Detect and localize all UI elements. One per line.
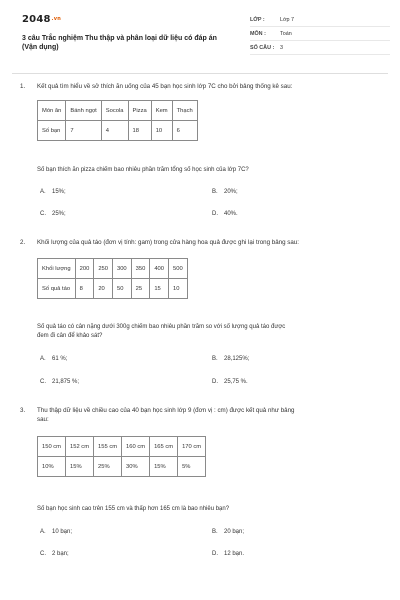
meta-value-count: 3 [280, 45, 283, 51]
meta-label-subject: MÔN : [250, 31, 266, 37]
table-cell: 30% [122, 457, 150, 477]
prompt-line-1: Số quả táo có cân nặng dưới 300g chiếm bao nhiêu phần trăm so với số lượng quả táo được [37, 324, 286, 330]
table-cell: 10 [151, 121, 172, 141]
table-cell: 6 [172, 121, 197, 141]
option-a[interactable] [40, 189, 66, 195]
site-logo[interactable] [22, 14, 61, 25]
logo-suffix: .vn [51, 16, 61, 22]
option-text: 15%; [52, 189, 66, 195]
option-text: 20 bạn; [224, 529, 245, 535]
option-c[interactable] [40, 379, 79, 385]
option-b[interactable] [212, 529, 244, 535]
table-cell: Socola [101, 101, 128, 121]
page-title [22, 34, 242, 52]
option-text: 25%; [52, 211, 66, 217]
table-cell: 5% [178, 457, 206, 477]
question-text-line-1: Thu thập dữ liệu về chiều cao của 40 bạn học sinh lớp 9 (đơn vị : cm) được kết quả như bảng [37, 407, 295, 414]
table-cell: Bánh ngọt [66, 101, 101, 121]
meta-value-subject: Toán [280, 31, 292, 37]
table-cell: 155 cm [94, 437, 122, 457]
table-cell: 10 [169, 279, 188, 299]
question-text: Kết quả tìm hiểu về sở thích ăn uống của 45 bạn học sinh lớp 7C cho bởi bảng thống kê sau: [37, 83, 293, 90]
table-cell: Khối lượng [38, 259, 76, 279]
table-cell: 15% [150, 457, 178, 477]
question-number: 1. [20, 83, 26, 90]
option-text: 40%. [224, 211, 238, 217]
option-letter: D. [212, 379, 218, 385]
question-text [37, 406, 382, 424]
table-cell: 25 [131, 279, 150, 299]
question-3-table [37, 436, 206, 477]
table-cell: 10% [38, 457, 66, 477]
meta-class [250, 14, 390, 27]
option-text: 61 %; [52, 356, 68, 362]
table-row [38, 457, 206, 477]
option-letter: C. [40, 551, 46, 557]
table-cell: 50 [112, 279, 131, 299]
meta-label-class: LỚP : [250, 17, 265, 23]
question-1-prompt: Số bạn thích ăn pizza chiếm bao nhiêu phần trăm tổng số học sinh của lớp 7C? [37, 167, 249, 173]
option-d[interactable] [212, 211, 238, 217]
table-cell: 150 cm [38, 437, 66, 457]
table-cell: 500 [169, 259, 188, 279]
table-cell: 4 [101, 121, 128, 141]
option-d[interactable] [212, 379, 248, 385]
table-cell: 170 cm [178, 437, 206, 457]
option-letter: B. [212, 189, 218, 195]
option-a[interactable] [40, 529, 72, 535]
table-row [38, 259, 188, 279]
option-text: 2 bạn; [52, 551, 69, 557]
table-cell: 18 [128, 121, 151, 141]
option-letter: A. [40, 356, 46, 362]
option-text: 25,75 %. [224, 379, 248, 385]
question-1-table [37, 100, 198, 141]
meta-label-count: SỐ CÂU : [250, 45, 275, 51]
option-letter: A. [40, 189, 46, 195]
table-cell: 165 cm [150, 437, 178, 457]
option-letter: B. [212, 356, 218, 362]
option-letter: C. [40, 211, 46, 217]
question-2-prompt [37, 323, 377, 341]
logo-text: 2048 [22, 14, 51, 25]
question-3-prompt: Số bạn học sinh cao trên 155 cm và thấp hơn 165 cm là bao nhiêu bạn? [37, 506, 230, 512]
question-2-table [37, 258, 188, 299]
option-text: 28,125%; [224, 356, 250, 362]
table-cell: 350 [131, 259, 150, 279]
option-letter: A. [40, 529, 46, 535]
table-cell: Thạch [172, 101, 197, 121]
table-cell: 250 [94, 259, 113, 279]
option-text: 12 bạn. [224, 551, 245, 557]
question-text-line-2: sau: [37, 416, 49, 423]
option-b[interactable] [212, 189, 238, 195]
table-row [38, 121, 198, 141]
header-divider [12, 73, 388, 74]
option-letter: D. [212, 551, 218, 557]
table-cell: Kem [151, 101, 172, 121]
table-cell: Pizza [128, 101, 151, 121]
table-row [38, 279, 188, 299]
question-number: 2. [20, 239, 26, 246]
table-cell: 8 [75, 279, 94, 299]
table-row [38, 101, 198, 121]
option-letter: B. [212, 529, 218, 535]
table-cell: 152 cm [66, 437, 94, 457]
table-cell: Số quả táo [38, 279, 76, 299]
option-b[interactable] [212, 356, 249, 362]
table-cell: 15% [66, 457, 94, 477]
option-c[interactable] [40, 211, 66, 217]
option-text: 21,875 %; [52, 379, 80, 385]
table-cell: Món ăn [38, 101, 66, 121]
option-text: 10 bạn; [52, 529, 73, 535]
option-d[interactable] [212, 551, 244, 557]
table-cell: 20 [94, 279, 113, 299]
table-cell: 160 cm [122, 437, 150, 457]
option-letter: C. [40, 379, 46, 385]
meta-subject [250, 28, 390, 41]
table-cell: 15 [150, 279, 169, 299]
prompt-line-2: đem đi cân để khảo sát? [37, 333, 103, 339]
option-letter: D. [212, 211, 218, 217]
table-cell: 400 [150, 259, 169, 279]
title-line-1: 3 câu Trắc nghiệm Thu thập và phân loại dữ liệu có đáp án [22, 35, 217, 42]
option-text: 20%; [224, 189, 238, 195]
table-row [38, 437, 206, 457]
option-a[interactable] [40, 356, 67, 362]
meta-count [250, 42, 390, 55]
table-cell: 7 [66, 121, 101, 141]
worksheet-header [22, 14, 382, 72]
question-number: 3. [20, 407, 26, 414]
option-c[interactable] [40, 551, 69, 557]
meta-value-class: Lớp 7 [280, 17, 295, 23]
question-text: Khối lượng của quả táo (đơn vị tính: gam) trong cửa hàng hoa quả được ghi lại trong bảng sau: [37, 239, 299, 246]
table-cell: 25% [94, 457, 122, 477]
table-cell: 200 [75, 259, 94, 279]
table-cell: Số bạn [38, 121, 66, 141]
title-line-2: (Vận dụng) [22, 44, 59, 51]
table-cell: 300 [112, 259, 131, 279]
